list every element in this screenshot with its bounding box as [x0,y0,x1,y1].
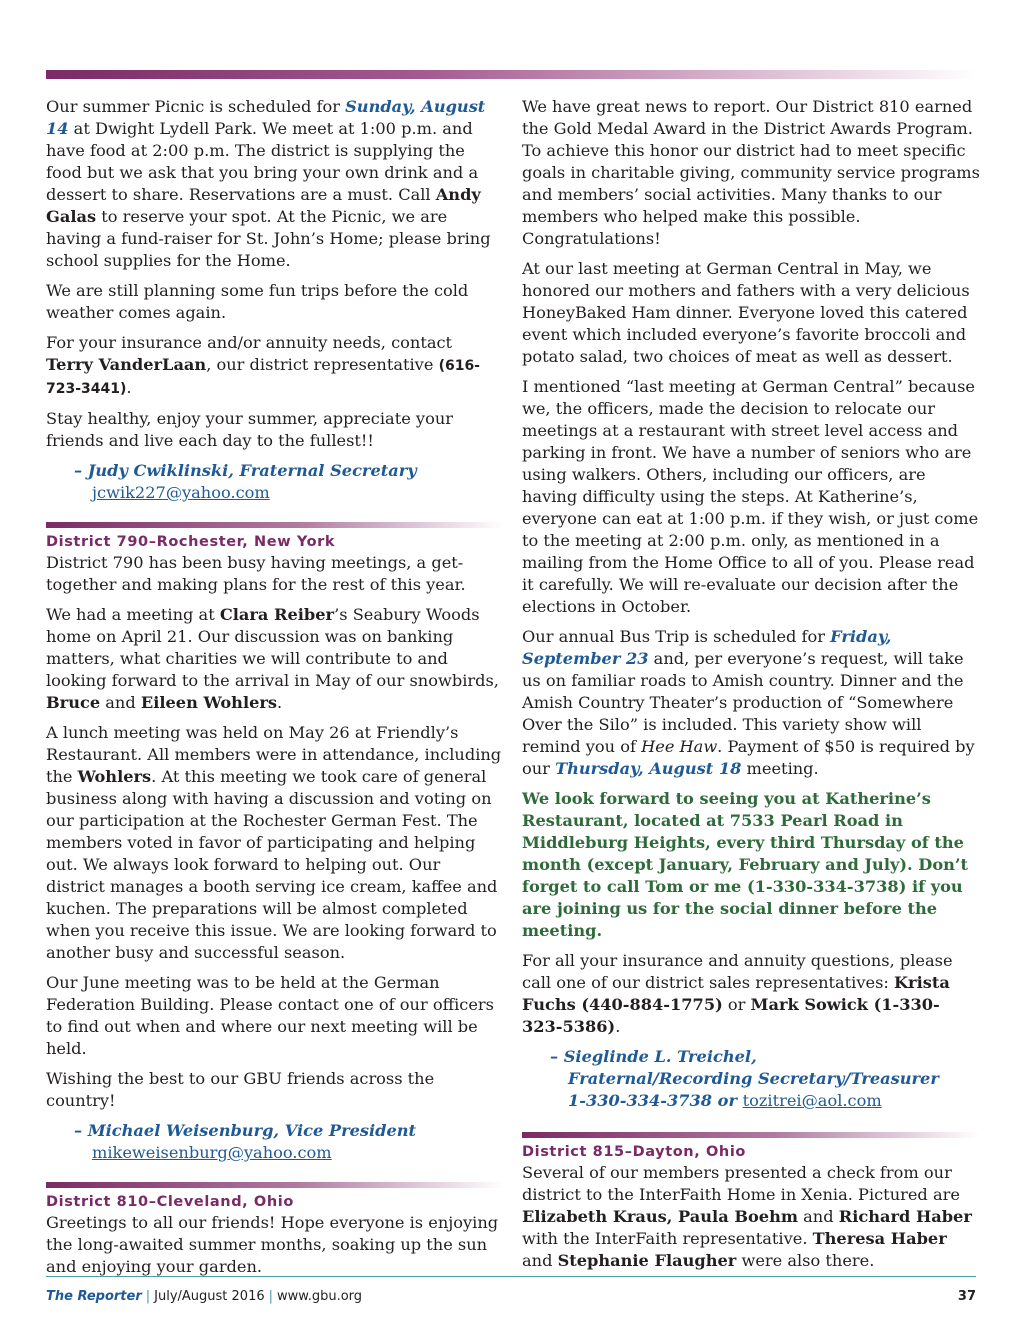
trips-paragraph: We are still planning some fun trips before the cold weather comes again. [46,281,469,322]
signature-title: Fraternal/Recording Secretary/Treasurer [568,1069,939,1088]
separator: | [268,1289,273,1304]
text: Several of our members presented a check from our district to the InterFaith Home in Xenia. Pictured are [522,1163,960,1204]
member-name: Theresa Haber [812,1229,947,1248]
bus-trip-paragraph [522,626,980,780]
member-names: Elizabeth Kraus, Paula Boehm [522,1207,799,1226]
representative: Mark Sowick (1-330-323-5386) [522,995,940,1036]
show-title: Hee Haw [641,737,718,756]
award-paragraph: We have great news to report. Our District 810 earned the Gold Medal Award in the District Awards Program. To achieve this honor our district had to meet specific goals in charitable giving, community service programs and members’ social activities. Many thanks to our members who helped make this possible. Congratulations! [522,97,980,248]
district-790-paragraph: District 790 has been busy having meetings, a get-together and making plans for the rest of this year. [46,553,466,594]
footer-rule [46,1276,976,1277]
separator: | [145,1289,151,1304]
section-heading [522,1132,980,1162]
district-790-paragraph: Wishing the best to our GBU friends across the country! [46,1069,435,1110]
text: For your insurance and/or annuity needs, contact [46,333,453,352]
member-name: Stephanie Flaugher [557,1251,737,1270]
member-name: Bruce [46,693,101,712]
signature-block [550,1046,980,1112]
text: . [126,378,132,397]
insurance-paragraph [522,950,980,1038]
text: . At this meeting we took care of general business along with having a discussion and voting on our participation at the Rochester German Fest. The members voted in favor of participating and helping out. We always look forward to helping out. Our district manages a booth serving ice cream, kaffee and kuchen. The preparations will be almost completed when you receive this issue. We are looking forward to another busy and successful season. [46,767,498,962]
representative: Krista Fuchs (440-884-1775) [522,973,950,1014]
member-name: Wohlers [77,767,152,786]
section-rule [46,1182,504,1188]
district-815-paragraph [522,1162,980,1272]
representative-name: Terry VanderLaan [46,355,207,374]
insurance-paragraph [46,332,504,400]
signature-email-link[interactable]: jcwik227@yahoo.com [92,483,270,502]
text: We had a meeting at [46,605,220,624]
page-footer [46,1289,976,1304]
text: and [522,1251,558,1270]
page-number: 37 [957,1289,976,1304]
section-rule [522,1132,980,1138]
signature-email-link[interactable]: mikeweisenburg@yahoo.com [92,1143,332,1162]
district-790-paragraph [46,722,504,964]
district-790-heading: District 790–Rochester, New York [46,534,336,550]
text: meeting. [741,759,819,778]
section-heading [46,1182,504,1212]
text: and [798,1207,839,1226]
member-name: Richard Haber [838,1207,972,1226]
signature-block [74,460,504,504]
signature-name: – Michael Weisenburg, Vice President [74,1121,417,1140]
member-name: Eileen Wohlers [140,693,278,712]
left-column [46,96,504,1286]
text: For all your insurance and annuity questions, please call one of our district sales representatives: [522,951,953,992]
trip-date: Friday, September 23 [522,627,892,668]
district-790-paragraph [46,604,504,714]
text: . Payment of $50 is required by our [522,737,975,778]
member-name: Clara Reiber [219,605,335,624]
signature-name: – Sieglinde L. Treichel, [550,1047,757,1066]
contact-name: Andy Galas [46,185,481,226]
text: and [100,693,141,712]
website-link[interactable]: www.gbu.org [277,1289,363,1304]
signature-block [74,1120,504,1164]
text: and, per everyone’s request, will take us on familiar roads to Amish country. Dinner and the Amish Country Theater’s production of “Somewhere Over the Silo” is included. This variety show will remind you of [522,649,964,756]
picnic-paragraph [46,96,504,272]
text: to reserve your spot. At the Picnic, we are having a fund-raiser for St. John’s Home; please bring school supplies for the Home. [46,207,491,270]
signature-email-link[interactable]: tozitrei@aol.com [742,1091,882,1110]
representative-phone: (616-723-3441) [46,358,480,397]
section-rule [46,522,504,528]
text: or [722,995,751,1014]
district-810-heading: District 810–Cleveland, Ohio [46,1194,294,1210]
text: A lunch meeting was held on May 26 at Friendly’s Restaurant. All members were in attendance, including the [46,723,502,786]
section-heading [46,522,504,552]
top-decorative-bar [46,70,976,79]
text: ’s Seabury Woods home on April 21. Our discussion was on banking matters, what charities we will contribute to and looking forward to the arrival in May of our snowbirds, [46,605,499,690]
district-810-paragraph: Greetings to all our friends! Hope everyone is enjoying the long-awaited summer months, soaking up the sun and enjoying your garden. [46,1213,499,1276]
text: . [615,1017,621,1036]
text: Our summer Picnic is scheduled for [46,97,346,116]
picnic-date: Sunday, August 14 [46,97,486,138]
signature-phone: 1-330-334-3738 or [568,1091,743,1110]
dinner-paragraph: At our last meeting at German Central in May, we honored our mothers and fathers with a very delicious HoneyBaked Ham dinner. Everyone loved this catered event which included everyone’s favorite broccoli and potato salad, two choices of meat as well as dessert. [522,259,970,366]
signature-name: – Judy Cwiklinski, Fraternal Secretary [74,461,417,480]
meeting-date: Thursday, August 18 [555,759,742,778]
district-815-heading: District 815–Dayton, Ohio [522,1144,746,1160]
signature-contact [550,1090,980,1112]
closing-paragraph: Stay healthy, enjoy your summer, appreciate your friends and live each day to the fullest!! [46,409,453,450]
meeting-location-paragraph: We look forward to seeing you at Katherine’s Restaurant, located at 7533 Pearl Road in Middleburg Heights, every third Thursday of the month (except January, February and July). Don’t forget to call Tom or me (1-330-334-3738) if you are joining us for the social dinner before the meeting. [522,789,969,940]
text: . [277,693,283,712]
issue-date: July/August 2016 [154,1289,265,1304]
text: with the InterFaith representative. [522,1229,813,1248]
publication-name: The Reporter [46,1289,142,1304]
text: were also there. [736,1251,875,1270]
district-790-paragraph: Our June meeting was to be held at the German Federation Building. Please contact one of our officers to find out when and where our next meeting will be held. [46,973,494,1058]
text: at Dwight Lydell Park. We meet at 1:00 p.m. and have food at 2:00 p.m. The district is supplying the food but we ask that you bring your own drink and a dessert to share. Reservations are a must. Call [46,119,479,204]
right-column [522,96,980,1280]
relocation-paragraph: I mentioned “last meeting at German Central” because we, the officers, made the decision to relocate our meetings at a restaurant with street level access and parking in front. We have a number of seniors who are using walkers. Others, including our officers, are having difficulty using the steps. At Katherine’s, everyone can eat at 1:00 p.m. if they wish, or just come to the meeting at 2:00 p.m. only, as mentioned in a mailing from the Home Office to all of you. Please read it carefully. We will re-evaluate our decision after the elections in October. [522,377,979,616]
text: Our annual Bus Trip is scheduled for [522,627,831,646]
text: , our district representative [206,355,439,374]
